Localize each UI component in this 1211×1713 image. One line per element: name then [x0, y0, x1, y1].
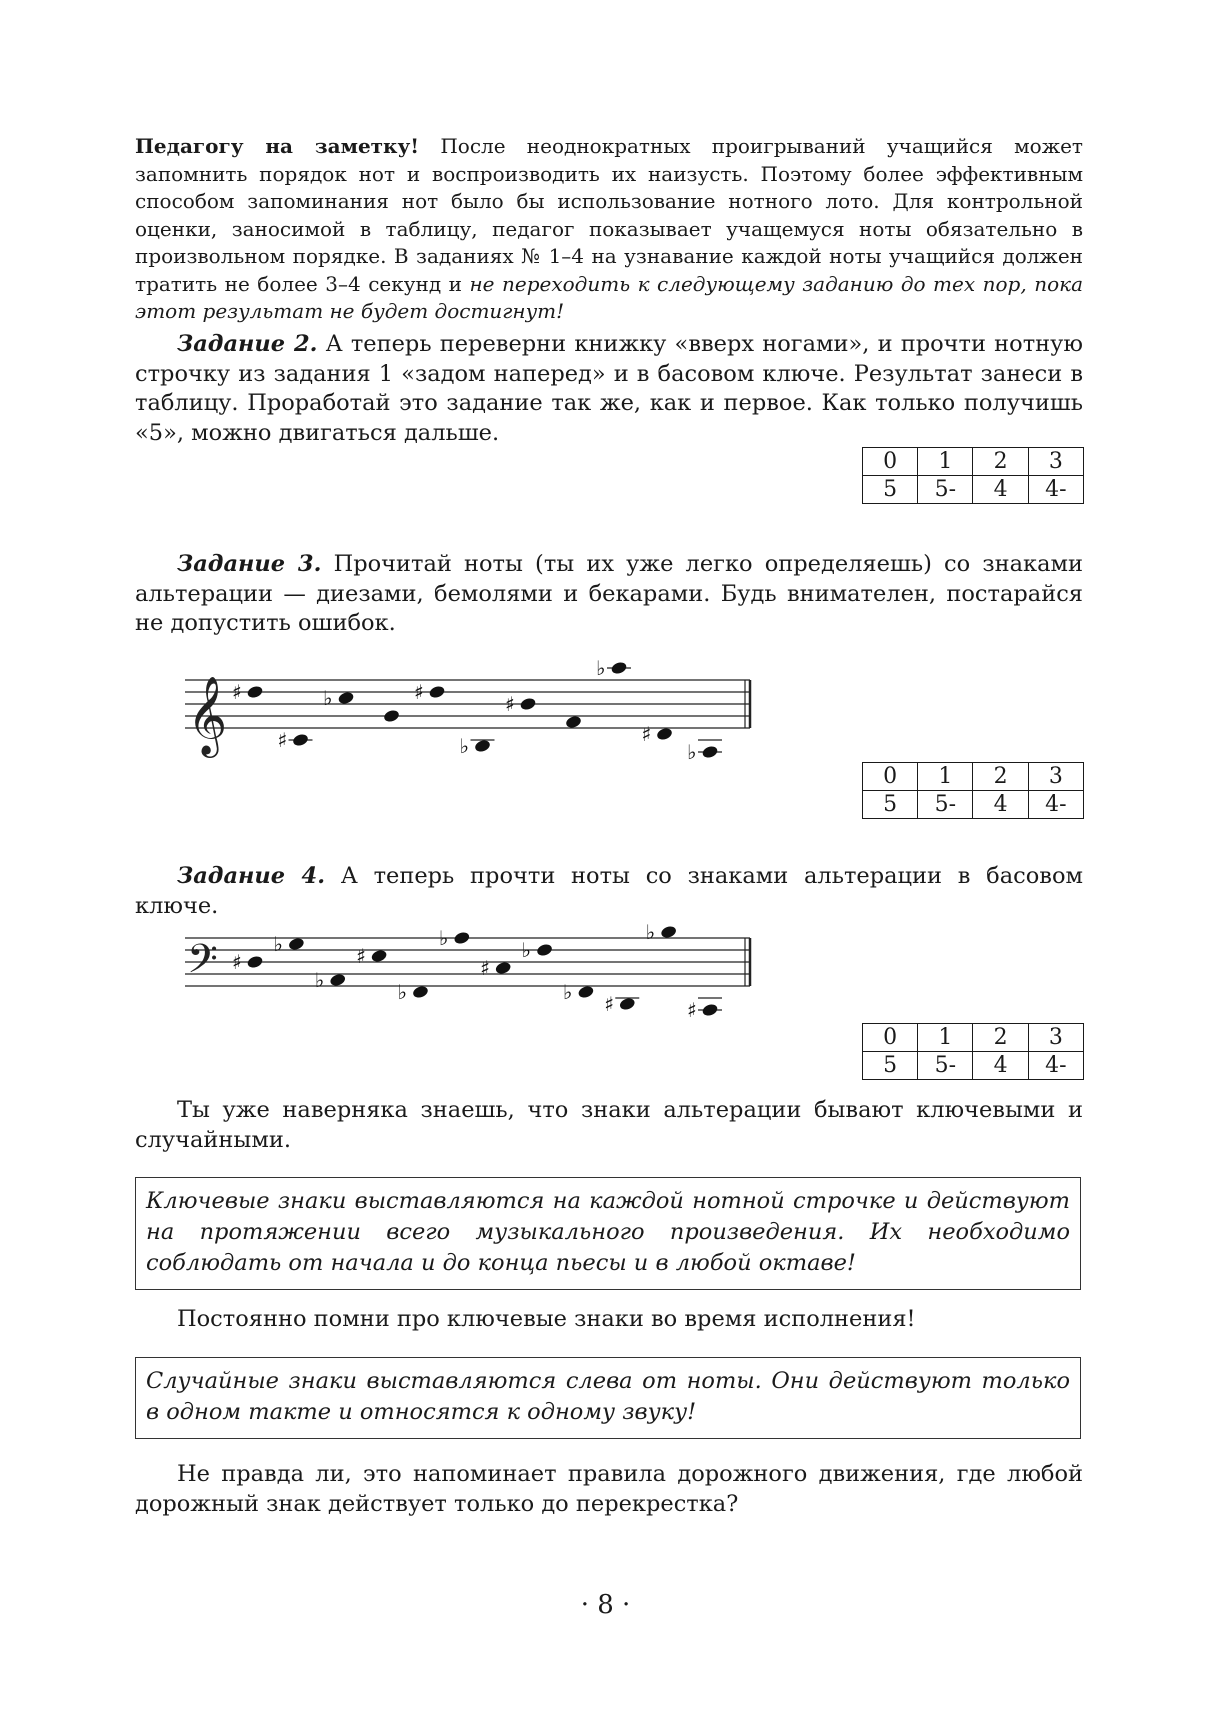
- notehead: [337, 691, 355, 706]
- score-cell: 0: [863, 1024, 918, 1052]
- flat-icon: ♭: [459, 734, 469, 758]
- score-cell: 4-: [1028, 791, 1083, 819]
- score-cell: 4-: [1028, 476, 1083, 504]
- key-signatures-text: Ключевые знаки выставляются на каждой нотной строчке и действуют на протяжении всего музыкального произведения. Их необходимо соблюдать от начала и до конца пьесы и в любой октаве!: [146, 1188, 1070, 1276]
- score-cell: 5-: [918, 791, 973, 819]
- sharp-icon: ♯: [505, 692, 515, 716]
- notehead: [701, 1003, 719, 1018]
- notehead: [370, 949, 388, 964]
- notehead: [519, 697, 537, 712]
- score-cell: 3: [1028, 448, 1083, 476]
- alteration-sentence-text: Ты уже наверняка знаешь, что знаки альтерации бывают ключевыми и случайными.: [135, 1097, 1083, 1153]
- score-cell: 1: [918, 763, 973, 791]
- notehead: [292, 733, 310, 748]
- remember-sentence: [135, 1305, 1083, 1335]
- flat-icon: ♭: [687, 740, 697, 764]
- score-cell: 5: [863, 476, 918, 504]
- flat-icon: ♭: [596, 656, 606, 680]
- score-table-task-2: [862, 447, 1084, 504]
- notehead: [494, 961, 512, 976]
- score-cell: 4-: [1028, 1052, 1083, 1080]
- road-sentence-text: Не правда ли, это напоминает правила дорожного движения, где любой дорожный знак действует только до перекрестка?: [135, 1461, 1083, 1517]
- sharp-icon: ♯: [277, 728, 288, 752]
- notehead: [618, 997, 636, 1012]
- notehead: [536, 943, 554, 958]
- score-cell: 5-: [918, 1052, 973, 1080]
- accidentals-text: Случайные знаки выставляются слева от ноты. Они действуют только в одном такте и относятся к одному звуку!: [146, 1368, 1070, 1425]
- score-cell: 4: [973, 1052, 1028, 1080]
- teacher-note-emphasis: не переходить к следующему заданию до тех пор, пока этот результат не будет достигнут!: [135, 271, 1083, 323]
- flat-icon: ♭: [314, 968, 325, 992]
- task-2: [135, 330, 1083, 448]
- task-3-text: Прочитай ноты (ты их уже легко определяешь) со знаками альтерации — диезами, бемолями и бекарами. Будь внимателен, постарайся не допустить ошибок.: [135, 551, 1083, 636]
- score-cell: 2: [973, 448, 1028, 476]
- sharp-icon: ♯: [480, 956, 490, 980]
- task-4-text: А теперь прочти ноты со знаками альтерации в басовом ключе.: [135, 863, 1083, 919]
- sharp-icon: ♯: [232, 680, 242, 704]
- notehead: [660, 925, 678, 940]
- score-cell: 5: [863, 791, 918, 819]
- notehead: [412, 985, 430, 1000]
- flat-icon: ♭: [645, 920, 656, 944]
- score-cell: 1: [918, 448, 973, 476]
- alteration-sentence: [135, 1096, 1083, 1155]
- score-cell: 3: [1028, 1024, 1083, 1052]
- score-cell: 0: [863, 448, 918, 476]
- score-cell: 2: [973, 763, 1028, 791]
- sharp-icon: ♯: [232, 950, 242, 974]
- score-cell: 0: [863, 763, 918, 791]
- treble-staff: [180, 650, 820, 770]
- score-cell: 4: [973, 791, 1028, 819]
- score-cell: 1: [918, 1024, 973, 1052]
- notehead: [565, 715, 583, 730]
- clef-icon: 𝄞: [187, 676, 228, 755]
- notehead: [246, 955, 264, 970]
- notehead: [610, 661, 628, 676]
- notehead: [329, 973, 347, 988]
- flat-icon: ♭: [521, 938, 531, 962]
- notehead: [288, 937, 306, 952]
- flat-icon: ♭: [562, 980, 573, 1004]
- score-cell: 3: [1028, 763, 1083, 791]
- key-signatures-box: [135, 1177, 1081, 1290]
- flat-icon: ♭: [397, 980, 407, 1004]
- notehead: [246, 685, 264, 700]
- notehead: [701, 745, 719, 760]
- notehead: [474, 739, 492, 754]
- sharp-icon: ♯: [356, 944, 366, 968]
- task-3-label: Задание 3.: [177, 551, 322, 577]
- task-3: [135, 550, 1083, 639]
- sharp-icon: ♯: [604, 992, 614, 1016]
- flat-icon: ♭: [273, 932, 283, 956]
- clef-icon: 𝄢: [187, 936, 218, 992]
- score-cell: 5: [863, 1052, 918, 1080]
- sharp-icon: ♯: [641, 722, 652, 746]
- notehead: [577, 985, 595, 1000]
- bass-staff: [180, 908, 820, 1028]
- score-cell: 5-: [918, 476, 973, 504]
- remember-sentence-text: Постоянно помни про ключевые знаки во время исполнения!: [177, 1306, 916, 1332]
- flat-icon: ♭: [323, 686, 333, 710]
- flat-icon: ♭: [438, 926, 449, 950]
- task-2-label: Задание 2.: [177, 331, 318, 357]
- notehead: [656, 727, 674, 742]
- score-cell: 4: [973, 476, 1028, 504]
- notehead: [383, 709, 401, 724]
- notehead: [428, 685, 446, 700]
- teacher-note-lead: Педагогу на заметку!: [135, 134, 420, 158]
- accidentals-box: [135, 1357, 1081, 1439]
- page-number: · 8 ·: [580, 1590, 631, 1620]
- notehead: [453, 931, 471, 946]
- score-table-task-4: [862, 1023, 1084, 1080]
- sharp-icon: ♯: [687, 998, 697, 1022]
- score-table-task-3: [862, 762, 1084, 819]
- sharp-icon: ♯: [414, 680, 424, 704]
- task-4-label: Задание 4.: [177, 863, 326, 889]
- task-2-text: А теперь переверни книжку «вверх ногами», и прочти нотную строчку из задания 1 «задом наперед» и в басовом ключе. Результат занеси в таблицу. Проработай это задание так же, как и первое. Как только получишь «5», можно двигаться дальше.: [135, 331, 1083, 446]
- score-cell: 2: [973, 1024, 1028, 1052]
- road-sentence: [135, 1460, 1083, 1519]
- teacher-note: [135, 133, 1083, 326]
- teacher-note-text: После неоднократных проигрываний учащийся может запомнить порядок нот и воспроизводить их наизусть. Поэтому более эффективным способом запоминания нот было бы использование нотного лото. Для контрольной оценки, заносимой в таблицу, педагог показывает учащемуся ноты обязательно в произвольном порядке. В заданиях № 1–4 на узнавание каждой ноты учащийся должен тратить не более 3–4 секунд и: [135, 134, 1083, 296]
